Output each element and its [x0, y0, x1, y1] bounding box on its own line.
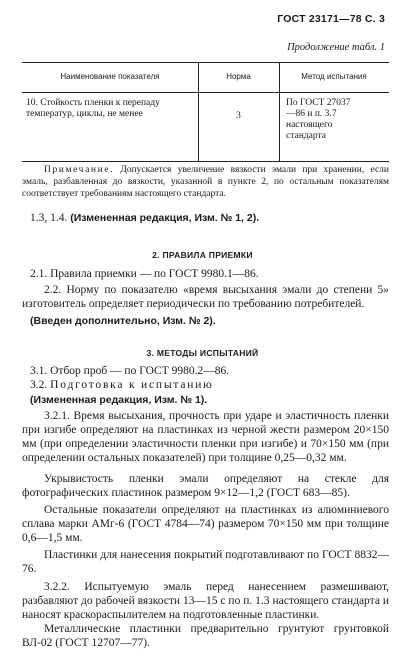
table-cell-name: 10. Стойкость пленки к перепаду температур, циклы, не менее: [26, 98, 160, 119]
added-note-2: (Введен дополнительно, Изм. № 2).: [30, 315, 216, 327]
section-3-title: 3. МЕТОДЫ ИСПЫТАНИЙ: [146, 348, 259, 358]
paragraph-2-1: 2.1. Правила приемки — по ГОСТ 9980.1—86.: [30, 268, 259, 280]
note-text: Допускается увеличение вязкости эмали при хранении, если эмаль, разбавленная до вязкости, указанной в пункте 2, по остальным показателям соответствует требованиям настоящего стандарта.: [22, 165, 389, 199]
table-continuation-label: Продолжение табл. 1: [287, 42, 385, 53]
table-header-norm: Норма: [226, 72, 251, 81]
edition-ref: 1.3, 1.4.: [30, 212, 68, 224]
table-cell-method: По ГОСТ 27037—86 и п. 3.7 настоящего стандарта: [286, 98, 351, 141]
paragraph-3-2-1-c: Остальные показатели определяют на пластинках из алюминиевого сплава марки АМг-6 (ГОСТ 4784—74) размером 70×150 мм при толщине 0,6—1,5 мм.: [22, 504, 389, 544]
paragraph-3-2-number: 3.2.: [30, 379, 48, 391]
paragraph-2-2: 2.2. Норму по показателю «время высыхания эмали до степени 5» изготовитель определяет периодически по требованию потребителей.: [22, 284, 389, 310]
edition-note-3-2: (Измененная редакция, Изм. № 1).: [30, 394, 208, 406]
paragraph-3-2-title: Подготовка к испытанию: [50, 379, 214, 391]
paragraph-3-1: 3.1. Отбор проб — по ГОСТ 9980.2—86.: [30, 365, 230, 377]
table-header-name: Наименование показателя: [60, 72, 160, 81]
paragraph-3-2-2-b: Металлические пластинки предварительно грунтуют грунтовкой ВЛ-02 (ГОСТ 12707—77).: [22, 623, 389, 649]
paragraph-3-2-1-b: Укрывистость пленки эмали определяют на стекле для фотографических пластинок размером 9×12—1,2 (ГОСТ 683—85).: [22, 473, 389, 499]
table-header-divider: [22, 92, 389, 93]
edition-note-1: [30, 212, 259, 224]
section-2-title: 2. ПРАВИЛА ПРИЕМКИ: [152, 250, 253, 260]
paragraph-3-2-1-d: Пластинки для нанесения покрытий подготавливают по ГОСТ 8832—76.: [22, 549, 389, 575]
table-cell-norm: 3: [236, 111, 241, 121]
paragraph-3-2: [30, 379, 214, 391]
note-label: Примечание.: [44, 165, 115, 175]
properties-table: [22, 62, 389, 162]
table-header-method: Метод испытания: [301, 72, 367, 81]
paragraph-3-2-1: 3.2.1. Время высыхания, прочность при ударе и эластичность пленки при изгибе определяют на пластинках из черной жести размером 20×150 мм (при определении эластичности пленки при изгибе) и 70×150 мм (при определении остальных показателей) при толщине 0,25—0,32 мм.: [22, 410, 389, 464]
edition-text: (Измененная редакция, Изм. № 1, 2).: [70, 212, 260, 224]
paragraph-3-2-2: 3.2.2. Испытуемую эмаль перед нанесением размешивают, разбавляют до рабочей вязкости 13—15 с по п. 1.3 настоящего стандарта и наносят краскораспылителем на подготовленные пластинки.: [22, 581, 389, 621]
table-note: [22, 164, 389, 200]
page-header-standard: ГОСТ 23171—78 С. 3: [277, 13, 385, 25]
